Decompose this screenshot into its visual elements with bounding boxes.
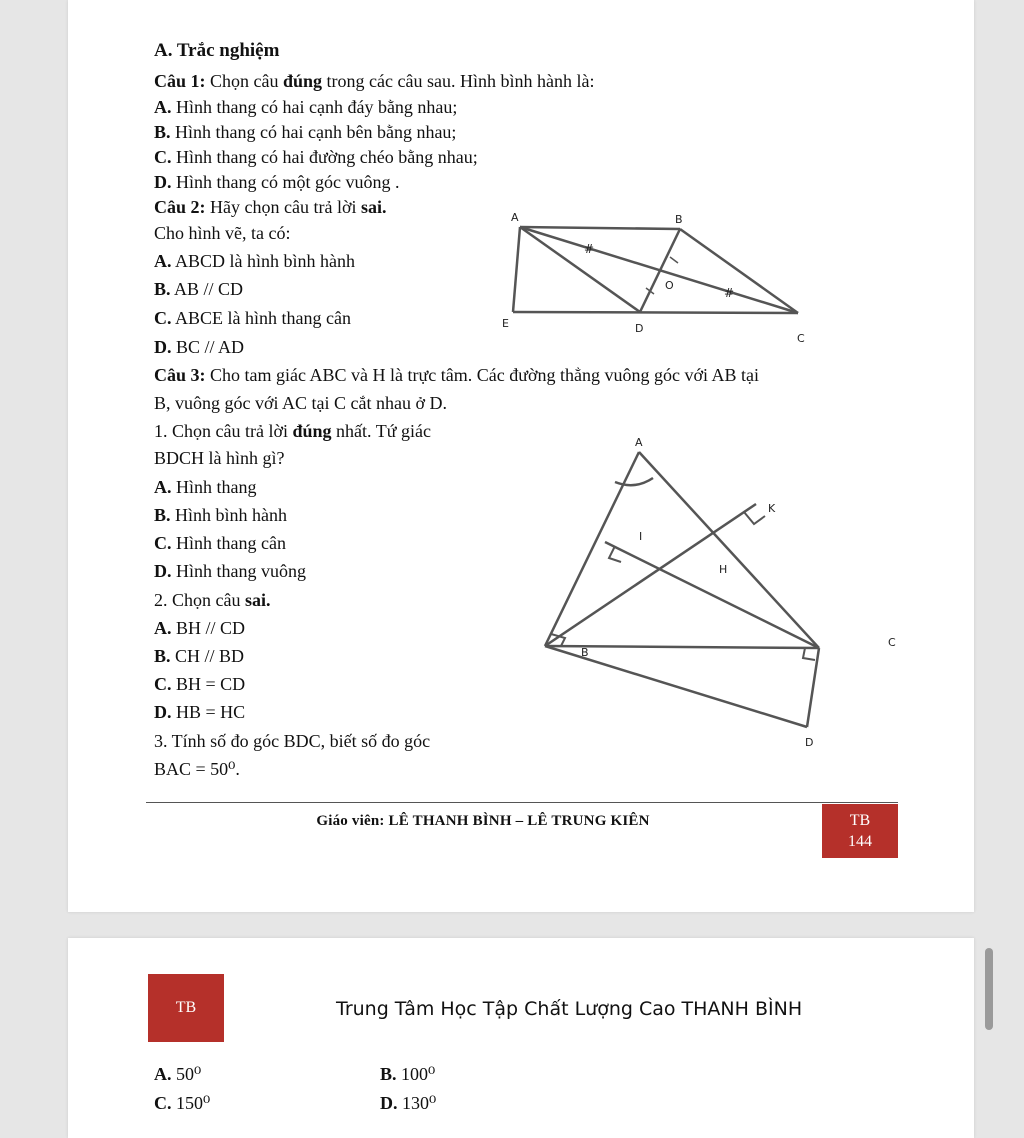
q3-part1-prompt-line2: BDCH là hình gì? [154, 448, 285, 468]
segment-ac [639, 452, 819, 648]
q3p1-option-d: D. Hình thang vuông [154, 561, 306, 581]
segment-ab [545, 452, 639, 646]
q3p1-option-a: A. Hình thang [154, 477, 257, 497]
q1-option-d: D. Hình thang có một góc vuông . [154, 172, 400, 192]
q2-parallelogram-figure [468, 205, 808, 350]
q2-option-c: C. ABCE là hình thang cân [154, 308, 351, 328]
angle-arc-a [615, 478, 653, 485]
label-b: B [675, 213, 683, 226]
page-badge-label: TB [849, 812, 871, 829]
page-number: 144 [848, 833, 872, 850]
q3p3-answer-d: D. 130⁰ [380, 1093, 437, 1113]
section-title: A. Trắc nghiệm [154, 40, 280, 61]
q3p1-option-c: C. Hình thang cân [154, 533, 286, 553]
label-e: E [502, 317, 509, 330]
q1-option-c: C. Hình thang có hai đường chéo bằng nhau; [154, 147, 478, 167]
question-1: Câu 1: Chọn câu đúng trong các câu sau. Hình bình hành là: [154, 71, 595, 91]
q3p1-option-b: B. Hình bình hành [154, 505, 288, 525]
segment-ad [520, 227, 640, 312]
q3-part3-prompt: 3. Tính số đo góc BDC, biết số đo góc [154, 731, 431, 751]
q3p2-option-b: B. CH // BD [154, 646, 245, 666]
footer-divider [146, 802, 898, 803]
q3-part2-prompt: 2. Chọn câu sai. [154, 590, 271, 610]
vertical-scrollbar[interactable] [985, 948, 993, 1030]
label-a: A [635, 436, 643, 449]
segment-ae [513, 227, 520, 312]
right-angle-c [803, 648, 815, 660]
document-page-144 [68, 0, 974, 912]
label-d: D [635, 322, 644, 335]
equal-mark-ao: # [584, 242, 595, 256]
q2-option-a: A. ABCD là hình bình hành [154, 251, 355, 271]
altitude-ci [605, 542, 819, 648]
header-badge: TB [148, 974, 224, 1042]
header-center-title: Trung Tâm Học Tập Chất Lượng Cao THANH BÌNH [336, 998, 803, 1020]
label-d: D [805, 736, 814, 749]
question-3: Câu 3: Cho tam giác ABC và H là trực tâm. Các đường thẳng vuông góc với AB tại [154, 365, 759, 385]
right-angle-k [744, 512, 765, 524]
label-i: I [639, 530, 643, 543]
label-o: O [665, 279, 674, 292]
document-page-145 [68, 938, 974, 1138]
q3-part1-prompt: 1. Chọn câu trả lời đúng nhất. Tứ giác [154, 421, 431, 441]
segment-bc [680, 229, 798, 313]
footer-teacher: Giáo viên: LÊ THANH BÌNH – LÊ TRUNG KIÊN [316, 813, 650, 829]
label-h: H [719, 563, 728, 576]
label-c: C [888, 636, 896, 649]
q2-intro: Cho hình vẽ, ta có: [154, 223, 291, 243]
label-a: A [511, 211, 519, 224]
label-b: B [581, 646, 589, 659]
q3p3-answer-a: A. 50⁰ [154, 1064, 202, 1084]
q3p3-answer-c: C. 150⁰ [154, 1093, 211, 1113]
segment-ab [520, 227, 680, 229]
q3p3-answer-b: B. 100⁰ [380, 1064, 436, 1084]
segment-ac [520, 227, 798, 313]
q3-triangle-figure [503, 432, 896, 750]
question-2: Câu 2: Hãy chọn câu trả lời sai. [154, 197, 387, 217]
page-badge [822, 804, 898, 858]
q3-part3-prompt-line2: BAC = 50⁰. [154, 759, 240, 779]
q3p2-option-a: A. BH // CD [154, 618, 246, 638]
tick-bo [670, 257, 678, 263]
q2-option-d: D. BC // AD [154, 337, 245, 357]
equal-mark-oc: # [724, 286, 735, 300]
segment-ec [513, 312, 798, 313]
q3p2-option-d: D. HB = HC [154, 702, 246, 722]
q2-option-b: B. AB // CD [154, 279, 244, 299]
label-k: K [768, 502, 776, 515]
question-3-line2: B, vuông góc với AC tại C cắt nhau ở D. [154, 393, 448, 413]
label-c: C [797, 332, 805, 345]
q3p2-option-c: C. BH = CD [154, 674, 246, 694]
q1-option-a: A. Hình thang có hai cạnh đáy bằng nhau; [154, 97, 458, 117]
q1-option-b: B. Hình thang có hai cạnh bên bằng nhau; [154, 122, 457, 142]
